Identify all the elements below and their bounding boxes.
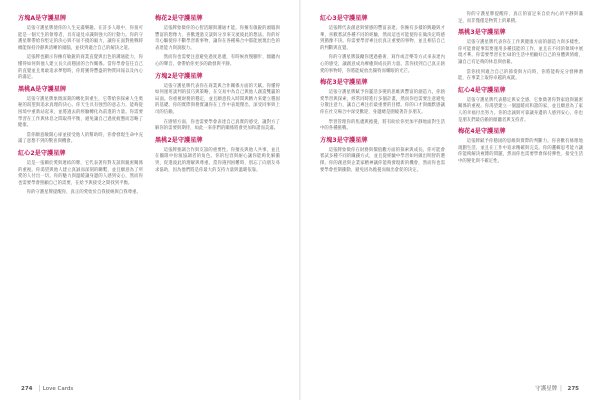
- right-page-column-2: [458, 12, 583, 169]
- body-paragraph: 這是一張關於愛與連結的牌，它代表著你對友誼與親密關係的重視。你渴望與他人建立真誠而深刻的聯繫，並且願意為了所愛的人付出一切。你的魅力與溫暖讓身邊的人感到安心，然而你也需要學會照顧自己的需要，在給予與接受之間找到平衡。: [18, 160, 143, 186]
- body-paragraph: 這張守護星牌代表你在工作與健康方面的創造力與多樣性。你可能會從事需要運用多種技能的工作，並且在不同的領域中展現才華。你需要學習在忙碌的生活中照顧好自己的身體與情緒，讓自己有足夠的休息與放鬆。: [458, 40, 583, 65]
- body-paragraph: 在感情方面，你也需要學會表達自己真實的感受，讓對方了解你的需要與期待，如此一來你們的關係將會更加和諧而美滿。: [155, 119, 280, 132]
- left-page-footer: [18, 386, 73, 392]
- left-page-column-1: [18, 12, 143, 200]
- body-paragraph: 當你找到適合自己的節奏與方向時，你將能夠充分發揮潛能，在事業上取得卓越的成就。: [458, 69, 583, 82]
- section-heading: 黑桃A是守護星牌: [18, 85, 67, 93]
- body-paragraph: 然而你也需要注意避免過度思慮，有時候放慢腳步、傾聽內心的聲音，會帶給你更多的啟發與平靜。: [155, 55, 280, 67]
- body-paragraph: 當你願意敞開心扉並接受他人的幫助時，你會發現生命中充滿了意想不到的驚喜與機會。: [18, 132, 143, 145]
- body-paragraph: 你的守護星牌提醒你，真正的愛始於自我接納與自我尊重。: [26, 190, 141, 196]
- body-paragraph: 這張守護星牌象徵深刻的轉化與重生，它帶給你探索人生奧秘的渴望與追求真理的決心。你天生具有強烈的意志力，能夠從困境中重新站起來，並將過去的經驗轉化為前進的力量。你需要學習在工作與休息之間取得平衡，避免讓自己過度疲憊而忽略了健康。: [18, 96, 143, 129]
- section-heading: 梅花4是守護星牌: [458, 128, 506, 136]
- running-title: 守護星牌: [535, 386, 558, 392]
- body-paragraph: 這張牌賦予你穩固的思維與實際的判斷力。你喜歡有條理地規劃生活，並且在工作中追求精確與完美。你的邏輯思考能力讓你能夠解決複雜的問題，然而你也需要學會保持彈性，接受生活中的變化與不確定性。: [458, 139, 583, 164]
- right-page-footer: [535, 384, 582, 392]
- body-paragraph: 這張牌象徵你在財務與價值觀方面的探索與成長。你可能會嘗試多種不同的賺錢方式，並且從經驗中學習如何做出明智的選擇。你的創意與企業家精神讓你能夠發現新的機會，然而你也需要學會控制衝動，避免因為擔憂而做出倉促的決定。: [320, 147, 445, 173]
- right-page: [300, 0, 600, 400]
- section-heading: 梅花2是守護星牌: [155, 15, 203, 22]
- body-paragraph: 你的守護星牌鼓勵你透過藝術、寫作或音樂等方式來表達內心的感受，讓創意成為療癒與成長的力量。當你找到自己真正熱愛的事物時，你將能綻放出獨特而耀眼的光芒。: [320, 55, 445, 74]
- section-heading: 梅花3是守護星牌: [320, 79, 368, 87]
- body-paragraph: 這張牌代表創意與情感的豐富表達。你擁有多樣的興趣與才華，喜歡嘗試各種不同的經驗，然而這也可能使你在做決定時感到猶豫不決。你需要學習專注於真正重要的事物，並且相信自己的判斷與直覺。: [320, 26, 445, 51]
- body-paragraph: 這張守護星牌代表你在商業與合作關係方面的天賦。你懂得如何運用談判的技巧與策略，在交易中為自己與他人創造雙贏的局面。你重視財務的穩定，並且願意投入時間與精力來建立穩固的基礎。你的實際與務實讓你在工作中表現傑出，深受同事與上司的信賴。: [155, 83, 280, 115]
- body-paragraph: 這張守護星牌賦予你靈活多變的思維與豐富的創造力。你熱愛學習與探索，經常同時進行多個計畫，然而你也需要注意避免分散注意力，讓自己專注於最重要的目標。你的口才與幽默感讓你在社交場合中深受歡迎，身邊總是圍繞著許多朋友。: [320, 90, 445, 115]
- section-heading: 紅心3是守護星牌: [320, 15, 368, 22]
- section-heading: 方塊3是守護星牌: [320, 136, 368, 144]
- running-title: Love Cards: [42, 386, 74, 392]
- body-paragraph: 你的守護星牌提醒你，真正的富足來自於內心的平靜與滿足，而非僅僅是物質上的累積。: [458, 12, 583, 24]
- section-heading: 黑桃3是守護星牌: [458, 29, 506, 37]
- body-paragraph: 這張守護星牌使你的人生充滿樂趣。在許多人眼中，你很可能是一個天生的領導者，具有遠見卓識與強大的行動力。你的守護星牌帶給你堅定的決心與不屈不撓的毅力，讓你在面對挑戰時總能保持冷靜與清晰的頭腦，並找到適合自己的解決之道。: [18, 26, 143, 51]
- body-paragraph: 這張牌象徵你的心智活躍與溝通才能。你擁有敏銳的頭腦與豐富的想像力，喜歡透過交談與分享來交流彼此的想法。你的好奇心驅使你不斷學習新事物，讓你在各種場合中都能展現出色的表達能力與說服力。: [155, 26, 280, 51]
- body-paragraph: 這張牌也顯示你擁有敏銳的商業直覺與出色的溝通能力，你懂得如何與他人建立長久而穩固的合作關係。當你學會信任自己的直覺並且勇敢追求夢想時，你將獲得豐盛的物質回報以及內心的滿足。: [18, 55, 143, 81]
- body-paragraph: 這張牌強調合作與友誼的重要性。你擅長與他人共事，並且在團隊中扮演協調者的角色。你的包容與耐心讓你能夠化解衝突，促進彼此的理解與尊重。當你遇到困難時，別忘了向朋友尋求協助，因為他們將是你最大的支持力量與溫暖依靠。: [155, 147, 280, 173]
- right-page-column-1: [320, 12, 445, 177]
- body-paragraph: 這張守護星牌代表穩定與安全感，它象徵著你對家庭與親密關係的重視。你渴望建立一個溫暖而和諧的家，並且願意為了家人的幸福付出努力。你的忠誠與可靠讓身邊的人感到安心，你也是朋友們最信賴的傾聽者與支持者。: [458, 97, 583, 123]
- section-heading: 紅心2是守護星牌: [18, 149, 66, 157]
- page-number: 274: [21, 386, 33, 392]
- body-paragraph: 學習管理你的焦慮與擔憂，將有助於你更加平靜地面對生活中的各種挑戰。: [320, 119, 445, 132]
- footer-separator: │: [37, 386, 41, 392]
- section-heading: 黑桃2是守護星牌: [155, 136, 203, 144]
- footer-separator: │: [559, 386, 563, 392]
- section-heading: 方塊A是守護星牌: [18, 15, 67, 22]
- section-heading: 紅心4是守護星牌: [458, 86, 506, 94]
- left-page-column-2: [155, 12, 280, 177]
- section-heading: 方塊2是守護星牌: [155, 72, 203, 80]
- page-number: 275: [567, 386, 579, 392]
